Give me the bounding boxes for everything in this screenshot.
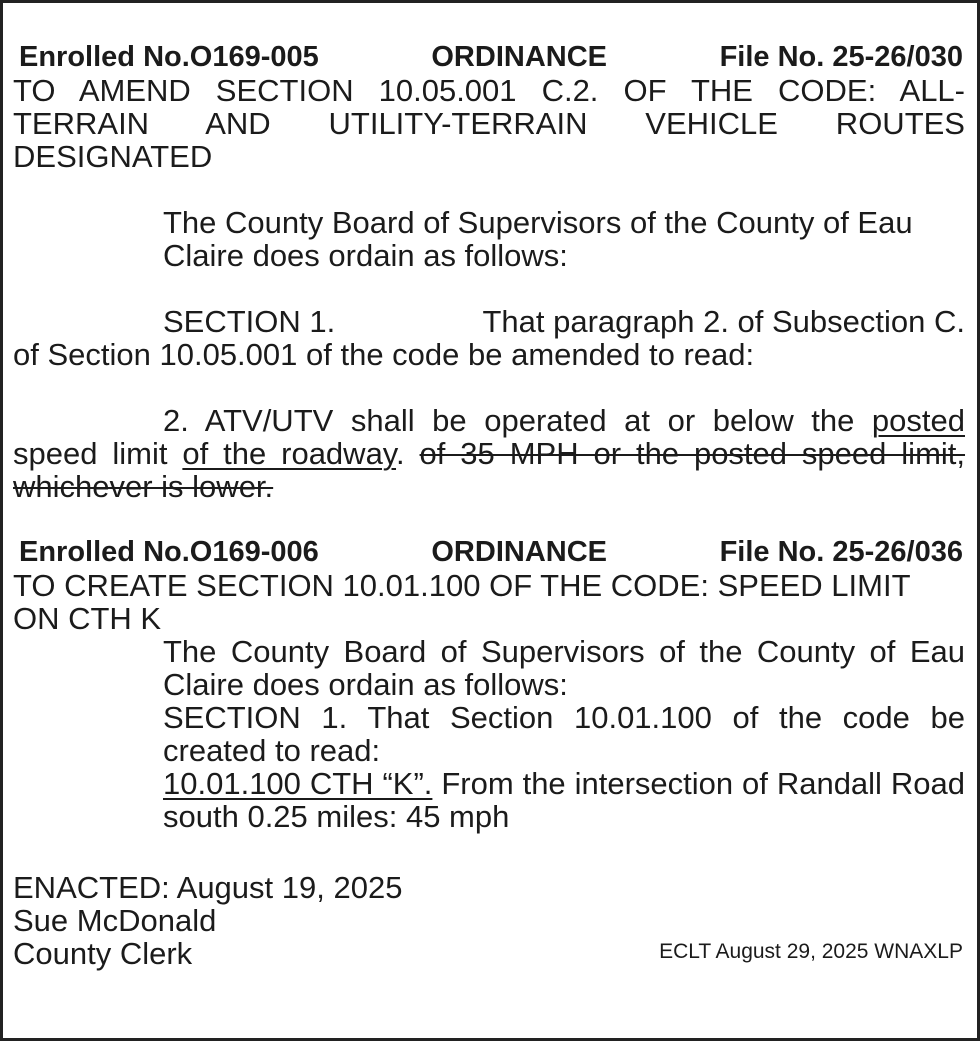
- paragraph-text: speed limit: [13, 436, 183, 471]
- ordinance-type: ORDINANCE: [431, 536, 607, 568]
- paragraph-text: 2. ATV/UTV shall be operated at or below the: [163, 403, 872, 438]
- inserted-text: posted: [871, 403, 965, 438]
- enacted-date: ENACTED: August 19, 2025: [13, 870, 403, 905]
- deleted-text: of 35 MPH or the posted speed limit, whichever is lower.: [13, 436, 966, 504]
- clerk-name: Sue McDonald: [13, 903, 217, 938]
- ordinance-type: ORDINANCE: [431, 41, 607, 73]
- section-text: SECTION 1. That Section 10.01.100 of the code be created to read:: [163, 700, 965, 768]
- new-section-text: From the intersection of Randall Road south 0.25 miles: 45 mph: [163, 766, 965, 834]
- publication-footer: ECLT August 29, 2025 WNAXLP: [659, 940, 963, 963]
- ordinance-intro: The County Board of Supervisors of the County of Eau Claire does ordain as follows:: [163, 205, 913, 273]
- ordinance-intro: The County Board of Supervisors of the County of Eau Claire does ordain as follows:: [163, 634, 965, 702]
- clerk-title: County Clerk: [13, 936, 193, 971]
- amended-paragraph: [13, 404, 965, 503]
- section-heading: [13, 305, 965, 338]
- inserted-text: of the roadway: [182, 436, 397, 471]
- ordinance-header: [13, 41, 965, 74]
- paragraph-text: .: [396, 436, 420, 471]
- new-section: [13, 767, 965, 833]
- section-text: That paragraph 2. of Subsection C.: [482, 304, 965, 339]
- section-text-continued: of Section 10.05.001 of the code be amended to read:: [13, 337, 755, 372]
- file-number: File No. 25-26/030: [719, 41, 963, 73]
- ordinance-header: [13, 536, 965, 569]
- ordinance-title: TO CREATE SECTION 10.01.100 OF THE CODE: SPEED LIMIT ON CTH K: [13, 568, 910, 636]
- enrolled-number: Enrolled No.O169-005: [19, 41, 319, 73]
- section-label: SECTION 1.: [163, 304, 336, 339]
- file-number: File No. 25-26/036: [719, 536, 963, 568]
- ordinance-title: TO AMEND SECTION 10.05.001 C.2. OF THE CODE: ALL-TERRAIN AND UTILITY-TERRAIN VEHICLE ROUTES DESIGNATED: [13, 73, 965, 174]
- enrolled-number: Enrolled No.O169-006: [19, 536, 319, 568]
- new-section-number: 10.01.100 CTH “K”.: [163, 766, 433, 801]
